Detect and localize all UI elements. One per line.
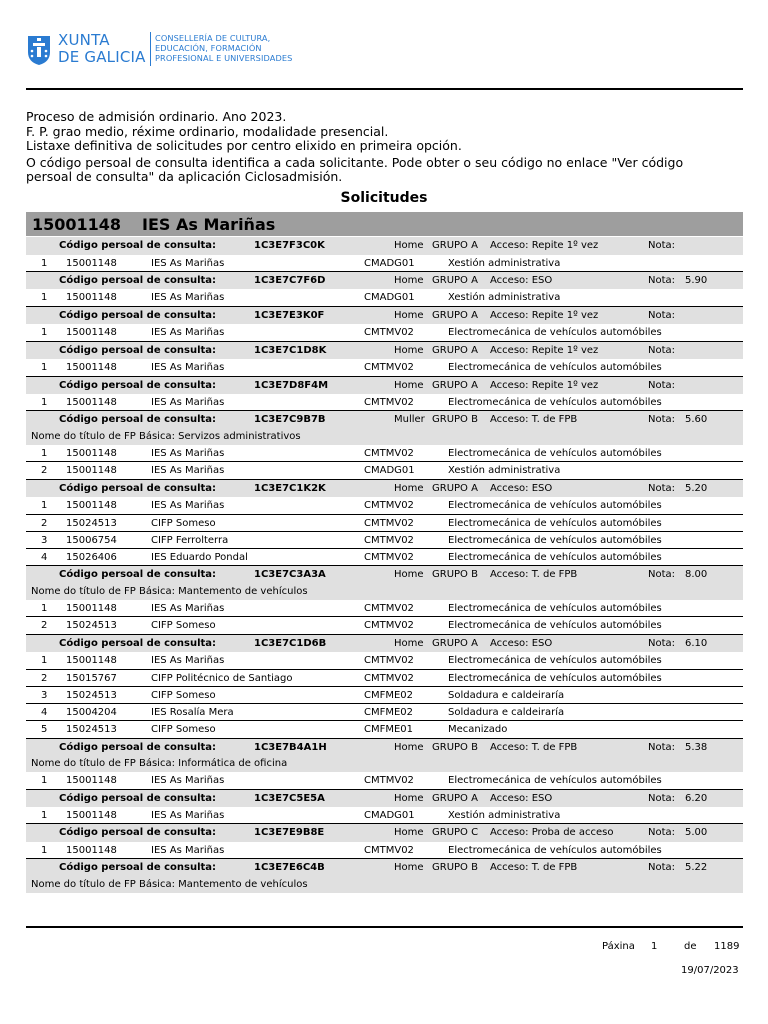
choice-centre-code: 15001148 xyxy=(66,465,117,477)
choice-cycle-name: Xestión administrativa xyxy=(448,292,561,304)
applicant-sex: Home xyxy=(394,344,424,356)
choice-order: 4 xyxy=(41,552,48,564)
applicant-header-row xyxy=(26,411,743,429)
applicant-group: GRUPO B xyxy=(432,414,478,426)
choice-centre-code: 15001148 xyxy=(66,257,117,269)
choice-cycle-code: CMTMV02 xyxy=(364,534,414,546)
nota-label: Nota: xyxy=(648,741,676,753)
choice-cycle-code: CMTMV02 xyxy=(364,655,414,667)
centre-code: 15001148 xyxy=(32,215,122,234)
nota-label: Nota: xyxy=(648,240,676,251)
choice-centre-name: CIFP Someso xyxy=(151,620,216,632)
choice-cycle-code: CMTMV02 xyxy=(364,397,414,409)
applicant-nota: 5.38 xyxy=(685,741,708,753)
fpb-title-row xyxy=(26,877,743,893)
choice-cycle-name: Soldadura e caldeiraría xyxy=(448,707,565,719)
fpb-title-row xyxy=(26,429,743,445)
fpb-title: Nome do título de FP Básica: Informática de oficina xyxy=(31,758,288,770)
choice-cycle-code: CMFME02 xyxy=(364,707,414,719)
choice-cycle-name: Electromecánica de vehículos automóbiles xyxy=(448,327,662,339)
nota-label: Nota: xyxy=(648,379,676,391)
applicant-code: 1C3E7D8F4M xyxy=(254,379,329,391)
choice-cycle-name: Electromecánica de vehículos automóbiles xyxy=(448,448,662,460)
intro-line: Listaxe definitiva de solicitudes por centro elixido en primeira opción. xyxy=(26,138,462,153)
choice-row xyxy=(26,807,743,824)
choice-row xyxy=(26,652,743,669)
choice-cycle-code: CMTMV02 xyxy=(364,603,414,615)
code-label: Código persoal de consulta: xyxy=(59,309,217,321)
choice-centre-code: 15001148 xyxy=(66,603,117,615)
choice-cycle-code: CMTMV02 xyxy=(364,500,414,512)
applicant-code: 1C3E7E9B8E xyxy=(254,827,325,839)
applicant-nota: 6.10 xyxy=(685,637,708,649)
choice-centre-name: IES As Mariñas xyxy=(151,448,225,460)
nota-label: Nota: xyxy=(648,344,676,356)
intro-line: Proceso de admisión ordinario. Ano 2023. xyxy=(26,109,287,124)
choice-centre-code: 15001148 xyxy=(66,292,117,304)
applicant-group: GRUPO B xyxy=(432,569,478,581)
choice-centre-code: 15001148 xyxy=(66,362,117,374)
choice-order: 5 xyxy=(41,724,48,736)
choice-centre-name: IES As Mariñas xyxy=(151,810,225,822)
logo-divider xyxy=(150,32,151,66)
code-label: Código persoal de consulta: xyxy=(59,414,217,426)
choice-cycle-name: Electromecánica de vehículos automóbiles xyxy=(448,603,662,615)
choice-cycle-name: Electromecánica de vehículos automóbiles xyxy=(448,500,662,512)
choice-row xyxy=(26,687,743,704)
choice-cycle-code: CMFME02 xyxy=(364,689,414,701)
applicant-header-row xyxy=(26,480,743,498)
applicant-code: 1C3E7C3A3A xyxy=(254,569,326,581)
choice-row xyxy=(26,289,743,306)
choice-centre-name: IES As Mariñas xyxy=(151,603,225,615)
choice-row xyxy=(26,255,743,272)
applicant-group: GRUPO B xyxy=(432,741,478,753)
fpb-title: Nome do título de FP Básica: Servizos administrativos xyxy=(31,431,301,443)
choice-cycle-code: CMTMV02 xyxy=(364,845,414,857)
bottom-divider xyxy=(26,926,743,928)
choice-order: 1 xyxy=(41,448,48,460)
centre-name: IES As Mariñas xyxy=(142,215,276,234)
applicant-nota: 5.60 xyxy=(685,414,708,426)
choice-order: 1 xyxy=(41,775,48,787)
applicant-group: GRUPO A xyxy=(432,482,478,494)
applicant-code: 1C3E7E6C4B xyxy=(254,862,325,874)
choice-row xyxy=(26,394,743,411)
applicant-group: GRUPO A xyxy=(432,792,478,804)
choice-cycle-name: Xestión administrativa xyxy=(448,465,561,477)
choice-centre-name: CIFP Someso xyxy=(151,689,216,701)
applicant-access: Acceso: Repite 1º vez xyxy=(490,344,599,356)
nota-label: Nota: xyxy=(648,792,676,804)
applicant-access: Acceso: T. de FPB xyxy=(490,569,578,581)
applicant-code: 1C3E7E3K0F xyxy=(254,309,325,321)
choice-centre-code: 15001148 xyxy=(66,327,117,339)
galicia-seal-icon xyxy=(26,32,52,66)
code-label: Código persoal de consulta: xyxy=(59,379,217,391)
choice-order: 2 xyxy=(41,465,48,477)
applicant-group: GRUPO B xyxy=(432,862,478,874)
applicant-sex: Home xyxy=(394,637,424,649)
applicant-group: GRUPO A xyxy=(432,309,478,321)
code-label: Código persoal de consulta: xyxy=(59,792,217,804)
choice-centre-name: CIFP Someso xyxy=(151,724,216,736)
choice-cycle-code: CMTMV02 xyxy=(364,517,414,529)
applicant-header-row xyxy=(26,859,743,877)
xunta-logo xyxy=(26,30,326,70)
nota-label: Nota: xyxy=(648,309,676,321)
choice-centre-code: 15001148 xyxy=(66,448,117,460)
choice-order: 1 xyxy=(41,845,48,857)
choice-cycle-code: CMTMV02 xyxy=(364,327,414,339)
choice-row xyxy=(26,532,743,549)
choice-cycle-name: Electromecánica de vehículos automóbiles xyxy=(448,672,662,684)
choice-row xyxy=(26,704,743,721)
fpb-title: Nome do título de FP Básica: Mantemento de vehículos xyxy=(31,586,308,598)
choice-centre-name: CIFP Ferrolterra xyxy=(151,534,229,546)
applicant-nota: 6.20 xyxy=(685,792,708,804)
applicant-access: Acceso: ESO xyxy=(490,792,553,804)
choice-centre-code: 15024513 xyxy=(66,689,117,701)
choice-centre-name: CIFP Politécnico de Santiago xyxy=(151,672,293,684)
choice-cycle-code: CMTMV02 xyxy=(364,620,414,632)
applicant-sex: Home xyxy=(394,309,424,321)
applicant-access: Acceso: Proba de acceso xyxy=(490,827,614,839)
choice-centre-name: IES As Mariñas xyxy=(151,845,225,857)
applicant-access: Acceso: Repite 1º vez xyxy=(490,379,599,391)
applicant-access: Acceso: T. de FPB xyxy=(490,862,578,874)
choice-cycle-name: Soldadura e caldeiraría xyxy=(448,689,565,701)
choice-row xyxy=(26,549,743,566)
applicant-code: 1C3E7C1K2K xyxy=(254,482,326,494)
choice-centre-code: 15001148 xyxy=(66,655,117,667)
choice-order: 1 xyxy=(41,257,48,269)
choice-centre-name: IES As Mariñas xyxy=(151,292,225,304)
choice-cycle-name: Mecanizado xyxy=(448,724,508,736)
applicant-access: Acceso: T. de FPB xyxy=(490,741,578,753)
choice-cycle-name: Electromecánica de vehículos automóbiles xyxy=(448,552,662,564)
choice-centre-code: 15004204 xyxy=(66,707,117,719)
choice-cycle-code: CMADG01 xyxy=(364,257,415,269)
department-name: CONSELLERÍA DE CULTURA, EDUCACIÓN, FORMACIÓN PROFESIONAL E UNIVERSIDADES xyxy=(155,33,293,63)
applicant-code: 1C3E7C9B7B xyxy=(254,414,326,426)
applicant-sex: Home xyxy=(394,792,424,804)
choice-centre-code: 15001148 xyxy=(66,500,117,512)
choice-centre-name: IES As Mariñas xyxy=(151,257,225,269)
applicant-nota: 8.00 xyxy=(685,569,708,581)
choice-cycle-name: Electromecánica de vehículos automóbiles xyxy=(448,517,662,529)
applicant-code: 1C3E7C7F6D xyxy=(254,274,326,286)
applicant-header-row xyxy=(26,566,743,584)
page-total: 1189 xyxy=(714,941,740,952)
applicant-nota: 5.90 xyxy=(685,274,708,286)
report-date: 19/07/2023 xyxy=(681,965,739,976)
applicant-header-row xyxy=(26,739,743,757)
choice-row xyxy=(26,617,743,634)
choice-cycle-name: Electromecánica de vehículos automóbiles xyxy=(448,655,662,667)
applicant-header-row xyxy=(26,237,743,255)
applicant-access: Acceso: Repite 1º vez xyxy=(490,240,599,251)
code-label: Código persoal de consulta: xyxy=(59,482,217,494)
applicant-code: 1C3E7C1D8K xyxy=(254,344,327,356)
choice-cycle-name: Electromecánica de vehículos automóbiles xyxy=(448,534,662,546)
applicant-sex: Home xyxy=(394,240,424,251)
choice-centre-name: IES As Mariñas xyxy=(151,465,225,477)
of-label: de xyxy=(684,941,697,952)
choice-cycle-code: CMTMV02 xyxy=(364,672,414,684)
code-label: Código persoal de consulta: xyxy=(59,741,217,753)
choice-row xyxy=(26,772,743,789)
intro-line: persoal de consulta" da aplicación Ciclosadmisión. xyxy=(26,169,343,184)
code-label: Código persoal de consulta: xyxy=(59,862,217,874)
choice-order: 1 xyxy=(41,603,48,615)
page-label: Páxina xyxy=(602,941,635,952)
choice-row xyxy=(26,359,743,376)
nota-label: Nota: xyxy=(648,482,676,494)
page-title: Solicitudes xyxy=(340,190,428,206)
fpb-title-row xyxy=(26,584,743,600)
choice-centre-code: 15001148 xyxy=(66,775,117,787)
choice-order: 4 xyxy=(41,707,48,719)
choice-cycle-code: CMTMV02 xyxy=(364,362,414,374)
choice-centre-name: IES As Mariñas xyxy=(151,500,225,512)
logo-wordmark: XUNTA DE GALICIA xyxy=(58,31,146,66)
code-label: Código persoal de consulta: xyxy=(59,344,217,356)
choice-order: 1 xyxy=(41,362,48,374)
choice-cycle-code: CMFME01 xyxy=(364,724,414,736)
choice-cycle-name: Xestión administrativa xyxy=(448,257,561,269)
choice-row xyxy=(26,445,743,462)
applicant-code: 1C3E7C5E5A xyxy=(254,792,325,804)
choice-cycle-code: CMADG01 xyxy=(364,810,415,822)
choice-cycle-code: CMADG01 xyxy=(364,292,415,304)
nota-label: Nota: xyxy=(648,862,676,874)
applicant-group: GRUPO A xyxy=(432,240,478,251)
applicant-code: 1C3E7F3C0K xyxy=(254,240,325,251)
applicant-header-row xyxy=(26,790,743,808)
choice-row xyxy=(26,497,743,514)
applicant-code: 1C3E7B4A1H xyxy=(254,741,327,753)
choice-row xyxy=(26,515,743,532)
applications-list xyxy=(26,237,743,893)
choice-cycle-code: CMTMV02 xyxy=(364,775,414,787)
choice-row xyxy=(26,600,743,617)
applicant-sex: Home xyxy=(394,379,424,391)
choice-centre-name: IES Eduardo Pondal xyxy=(151,552,248,564)
choice-order: 3 xyxy=(41,689,48,701)
code-label: Código persoal de consulta: xyxy=(59,569,217,581)
applicant-access: Acceso: ESO xyxy=(490,482,553,494)
applicant-header-row xyxy=(26,342,743,360)
applicant-nota: 5.20 xyxy=(685,482,708,494)
choice-order: 3 xyxy=(41,534,48,546)
intro-line: O código persoal de consulta identifica a cada solicitante. Pode obter o seu código no enlace "Ver código xyxy=(26,154,684,170)
choice-row xyxy=(26,721,743,738)
applicant-nota: 5.22 xyxy=(685,862,708,874)
choice-row xyxy=(26,324,743,341)
choice-cycle-name: Electromecánica de vehículos automóbiles xyxy=(448,620,662,632)
fpb-title-row xyxy=(26,756,743,772)
choice-order: 1 xyxy=(41,327,48,339)
page-number: 1 xyxy=(651,941,658,952)
intro-text xyxy=(26,110,746,185)
applicant-header-row xyxy=(26,272,743,290)
choice-row xyxy=(26,842,743,859)
applicant-sex: Muller xyxy=(394,414,425,426)
applicant-header-row xyxy=(26,377,743,395)
choice-cycle-name: Xestión administrativa xyxy=(448,810,561,822)
choice-centre-name: IES As Mariñas xyxy=(151,655,225,667)
choice-centre-code: 15001148 xyxy=(66,397,117,409)
choice-centre-code: 15001148 xyxy=(66,845,117,857)
choice-order: 1 xyxy=(41,500,48,512)
choice-row xyxy=(26,462,743,479)
choice-cycle-code: CMTMV02 xyxy=(364,552,414,564)
nota-label: Nota: xyxy=(648,569,676,581)
applicant-sex: Home xyxy=(394,482,424,494)
centre-header xyxy=(26,212,743,236)
applicant-group: GRUPO A xyxy=(432,637,478,649)
fpb-title: Nome do título de FP Básica: Mantemento de vehículos xyxy=(31,878,308,890)
choice-order: 2 xyxy=(41,620,48,632)
nota-label: Nota: xyxy=(648,637,676,649)
choice-centre-name: IES As Mariñas xyxy=(151,775,225,787)
applicant-header-row xyxy=(26,635,743,653)
code-label: Código persoal de consulta: xyxy=(59,274,217,286)
choice-order: 1 xyxy=(41,655,48,667)
choice-centre-name: IES As Mariñas xyxy=(151,397,225,409)
choice-centre-code: 15001148 xyxy=(66,810,117,822)
choice-centre-code: 15015767 xyxy=(66,672,117,684)
code-label: Código persoal de consulta: xyxy=(59,827,217,839)
nota-label: Nota: xyxy=(648,414,676,426)
choice-cycle-code: CMADG01 xyxy=(364,465,415,477)
nota-label: Nota: xyxy=(648,827,676,839)
code-label: Código persoal de consulta: xyxy=(59,637,217,649)
applicant-nota: 5.00 xyxy=(685,827,708,839)
applicant-access: Acceso: T. de FPB xyxy=(490,414,578,426)
top-divider xyxy=(26,88,743,90)
choice-order: 1 xyxy=(41,397,48,409)
choice-cycle-code: CMTMV02 xyxy=(364,448,414,460)
applicant-access: Acceso: ESO xyxy=(490,637,553,649)
choice-centre-code: 15024513 xyxy=(66,517,117,529)
choice-order: 2 xyxy=(41,517,48,529)
choice-centre-code: 15024513 xyxy=(66,620,117,632)
code-label: Código persoal de consulta: xyxy=(59,240,217,251)
applicant-sex: Home xyxy=(394,569,424,581)
choice-cycle-name: Electromecánica de vehículos automóbiles xyxy=(448,362,662,374)
applicant-access: Acceso: ESO xyxy=(490,274,553,286)
choice-cycle-name: Electromecánica de vehículos automóbiles xyxy=(448,775,662,787)
choice-cycle-name: Electromecánica de vehículos automóbiles xyxy=(448,845,662,857)
applicant-group: GRUPO C xyxy=(432,827,479,839)
choice-centre-code: 15006754 xyxy=(66,534,117,546)
choice-centre-name: IES As Mariñas xyxy=(151,362,225,374)
choice-order: 2 xyxy=(41,672,48,684)
choice-order: 1 xyxy=(41,810,48,822)
choice-order: 1 xyxy=(41,292,48,304)
choice-cycle-name: Electromecánica de vehículos automóbiles xyxy=(448,397,662,409)
choice-row xyxy=(26,670,743,687)
nota-label: Nota: xyxy=(648,274,676,286)
applicant-group: GRUPO A xyxy=(432,379,478,391)
applicant-header-row xyxy=(26,824,743,842)
applicant-access: Acceso: Repite 1º vez xyxy=(490,309,599,321)
applicant-group: GRUPO A xyxy=(432,344,478,356)
applicant-group: GRUPO A xyxy=(432,274,478,286)
applicant-header-row xyxy=(26,307,743,325)
choice-centre-name: IES As Mariñas xyxy=(151,327,225,339)
applicant-sex: Home xyxy=(394,827,424,839)
choice-centre-name: IES Rosalía Mera xyxy=(151,707,234,719)
applicant-code: 1C3E7C1D6B xyxy=(254,637,327,649)
applicant-sex: Home xyxy=(394,862,424,874)
applicant-sex: Home xyxy=(394,741,424,753)
choice-centre-code: 15024513 xyxy=(66,724,117,736)
applicant-sex: Home xyxy=(394,274,424,286)
choice-centre-code: 15026406 xyxy=(66,552,117,564)
intro-line: F. P. grao medio, réxime ordinario, modalidade presencial. xyxy=(26,123,389,139)
choice-centre-name: CIFP Someso xyxy=(151,517,216,529)
